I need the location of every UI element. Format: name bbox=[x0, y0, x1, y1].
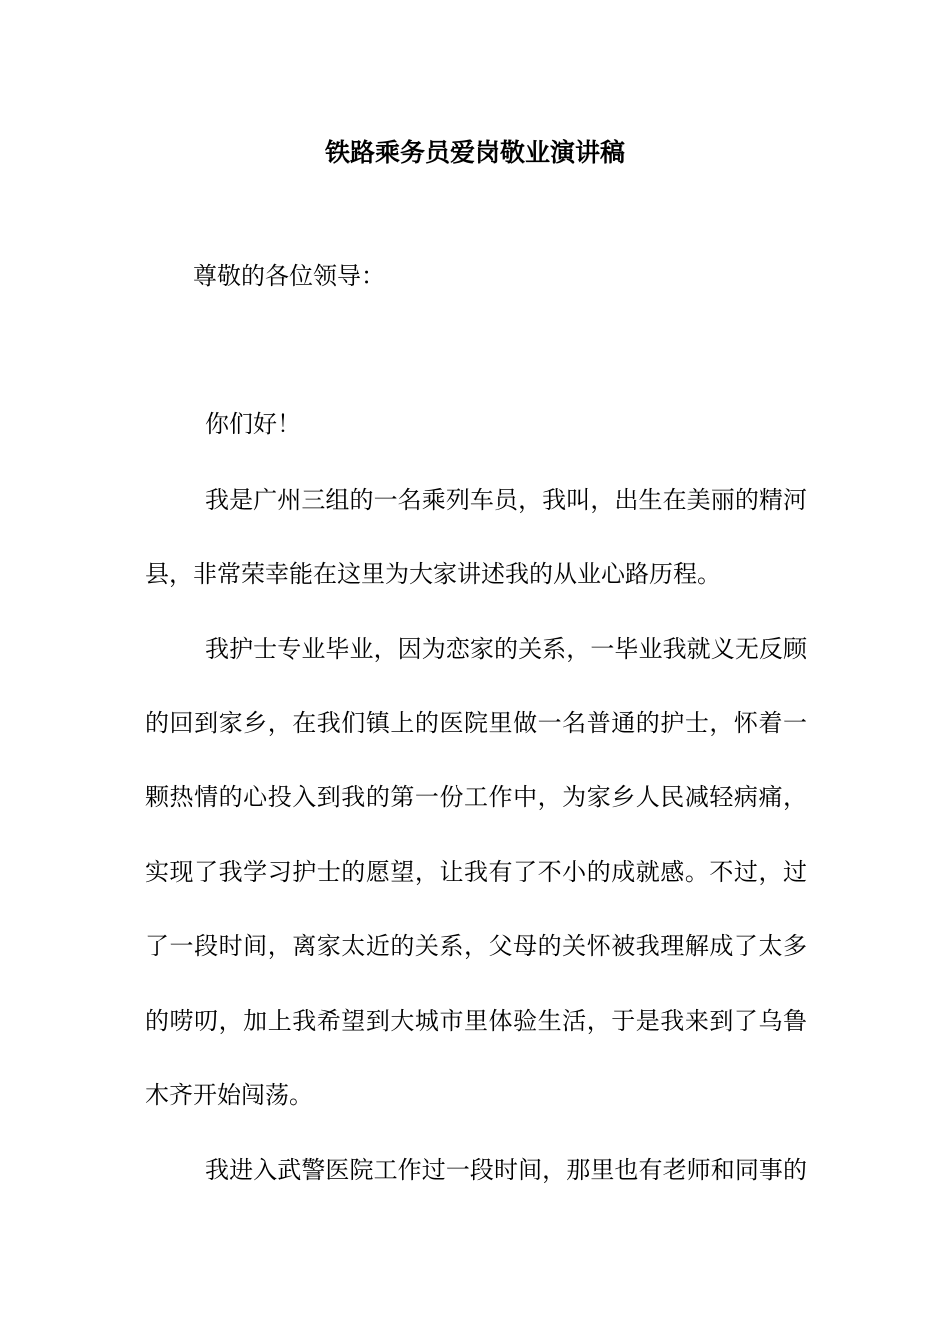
paragraph-2-line-4: 实现了我学习护士的愿望，让我有了不小的成就感。不过，过 bbox=[145, 858, 807, 886]
greeting: 你们好！ bbox=[205, 410, 301, 438]
paragraph-2-line-3: 颗热情的心投入到我的第一份工作中，为家乡人民减轻病痛， bbox=[145, 783, 807, 811]
paragraph-2-line-1: 我护士专业毕业，因为恋家的关系，一毕业我就义无反顾 bbox=[205, 635, 807, 663]
document-title: 铁路乘务员爱岗敬业演讲稿 bbox=[324, 138, 625, 167]
paragraph-2-line-6: 的唠叨，加上我希望到大城市里体验生活，于是我来到了乌鲁 bbox=[145, 1007, 807, 1035]
paragraph-1-line-2: 县，非常荣幸能在这里为大家讲述我的从业心路历程。 bbox=[145, 560, 721, 588]
paragraph-1-line-1: 我是广州三组的一名乘列车员，我叫，出生在美丽的精河 bbox=[205, 486, 807, 514]
paragraph-3-line-1: 我进入武警医院工作过一段时间，那里也有老师和同事的 bbox=[205, 1156, 807, 1184]
paragraph-2-line-5: 了一段时间，离家太近的关系，父母的关怀被我理解成了太多 bbox=[145, 932, 807, 960]
paragraph-2-line-2: 的回到家乡，在我们镇上的医院里做一名普通的护士，怀着一 bbox=[145, 709, 807, 737]
salutation: 尊敬的各位领导： bbox=[193, 262, 385, 290]
paragraph-2-line-7: 木齐开始闯荡。 bbox=[145, 1081, 313, 1109]
